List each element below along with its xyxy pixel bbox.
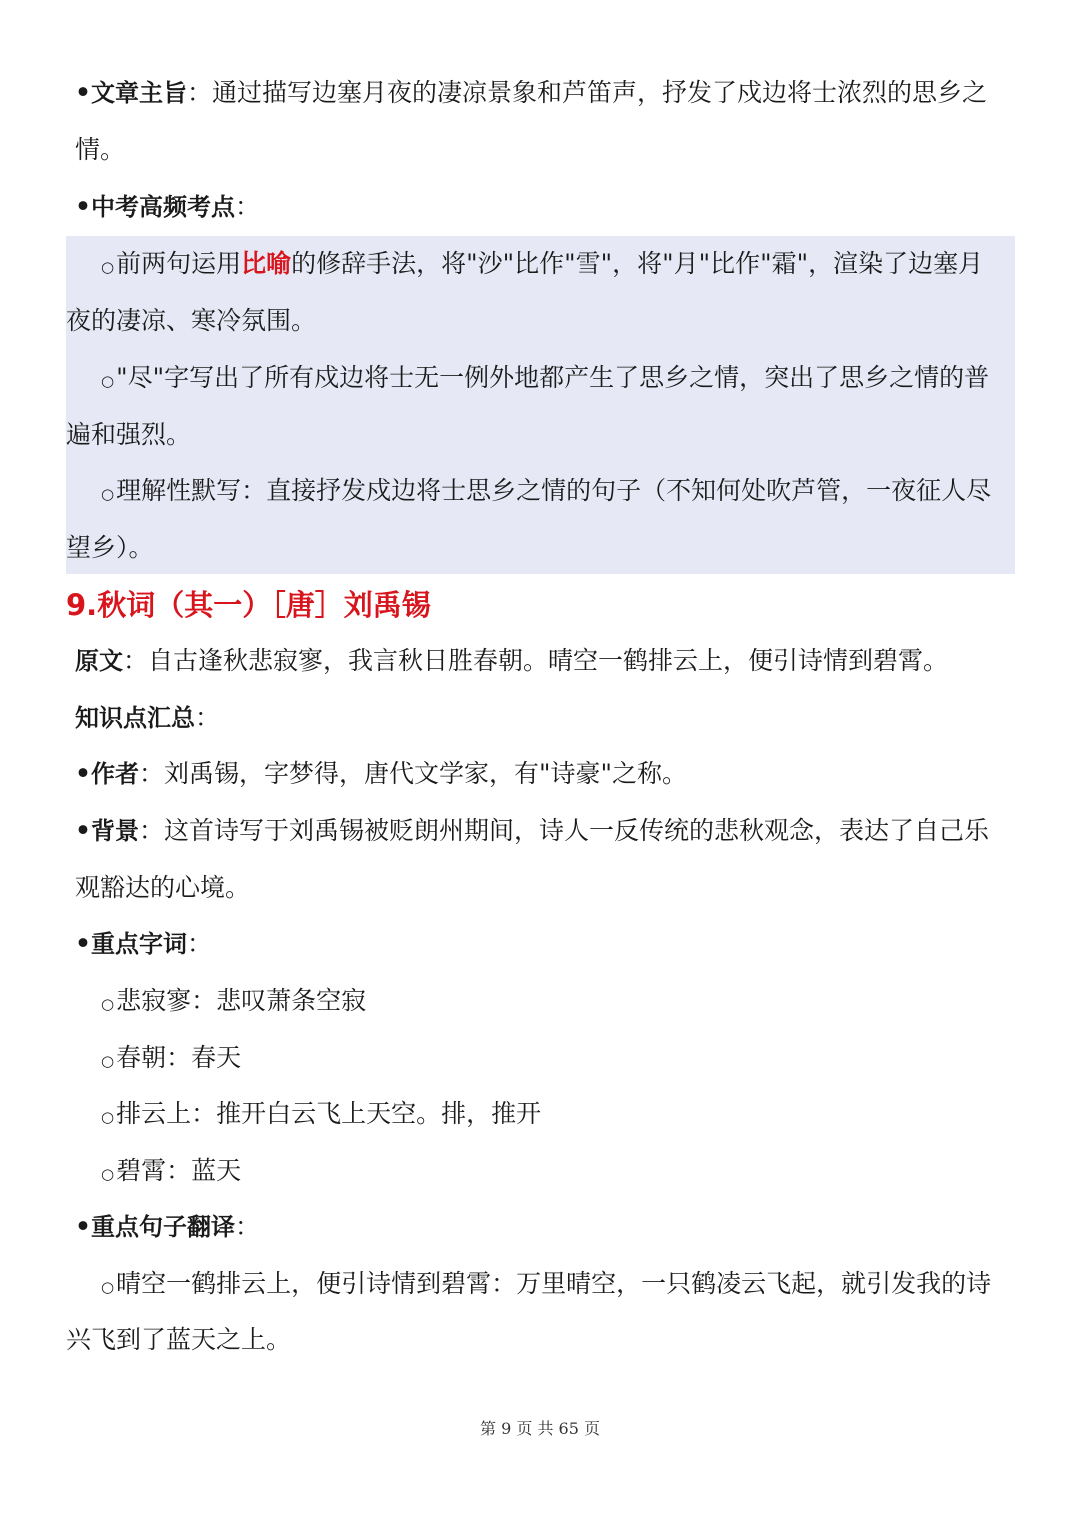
word-item — [101, 1154, 1041, 1191]
theme-text: ：通过描写边塞月夜的凄凉景象和芦笛声，抒发了戍边将士浓烈的思乡之 — [186, 78, 987, 107]
word-item — [101, 984, 1041, 1021]
translation-item — [101, 1267, 1041, 1304]
author-label: 作者 — [90, 760, 139, 788]
author-text: ：刘禹锡，字梦得，唐代文学家，有"诗豪"之称。 — [138, 759, 687, 788]
word-item-text: 悲寂寥：悲叹萧条空寂 — [116, 986, 367, 1015]
exam-point-3 — [101, 474, 1041, 511]
bullet-dot: • — [75, 816, 91, 845]
circle-bullet-icon: ○ — [101, 1165, 115, 1183]
theme-line-cont: 情。 — [75, 135, 126, 164]
exam-heading — [75, 190, 1015, 224]
bullet-dot: • — [75, 1212, 91, 1241]
exam-point-2-text: "尽"字写出了所有戍边将士无一例外地都产生了思乡之情，突出了思乡之情的普 — [116, 363, 990, 392]
word-item — [101, 1041, 1041, 1078]
theme-label: 文章主旨 — [90, 79, 187, 107]
exam-point-1-rest: 的修辞手法，将"沙"比作"雪"，将"月"比作"霜"，渲染了边塞月 — [291, 249, 984, 278]
background-label: 背景 — [90, 817, 139, 845]
exam-label: 中考高频考点 — [90, 193, 235, 221]
exam-point-3-text: 理解性默写：直接抒发戍边将士思乡之情的句子（不知何处吹芦管，一夜征人尽 — [116, 476, 992, 505]
circle-bullet-icon: ○ — [101, 1052, 115, 1070]
original-label: 原文 — [75, 647, 123, 675]
bullet-dot: • — [75, 192, 91, 221]
translation-text: 晴空一鹤排云上，便引诗情到碧霄：万里晴空，一只鹤凌云飞起，就引发我的诗 — [116, 1269, 992, 1298]
circle-bullet-icon: ○ — [101, 1108, 115, 1126]
author-line — [75, 757, 1015, 791]
original-line — [75, 644, 1015, 678]
bullet-dot: • — [75, 78, 91, 107]
exam-point-1-highlight: 比喻 — [241, 249, 292, 278]
background-line — [75, 814, 1015, 848]
original-text: ：自古逢秋悲寂寥，我言秋日胜春朝。晴空一鹤排云上，便引诗情到碧霄。 — [123, 646, 949, 675]
circle-bullet-icon: ○ — [101, 995, 115, 1013]
background-text: ：这首诗写于刘禹锡被贬朗州期间，诗人一反传统的悲秋观念，表达了自己乐 — [138, 816, 989, 845]
highlight-box — [66, 236, 1015, 574]
translation-item-cont: 兴飞到了蓝天之上。 — [66, 1325, 292, 1354]
summary-heading — [75, 701, 1015, 735]
word-item — [101, 1097, 1041, 1134]
words-heading — [75, 927, 1015, 961]
exam-point-1 — [101, 247, 1041, 284]
page-footer: 第 9 页 共 65 页 — [480, 1419, 600, 1438]
poem-title: 9.秋词（其一）［唐］刘禹锡 — [66, 588, 431, 622]
summary-label: 知识点汇总 — [75, 704, 195, 732]
exam-point-2-cont: 遍和强烈。 — [66, 420, 192, 449]
translation-heading — [75, 1210, 1015, 1244]
words-colon: ： — [186, 929, 212, 958]
circle-bullet-icon: ○ — [101, 372, 115, 390]
exam-colon: ： — [234, 192, 260, 221]
word-item-text: 春朝：春天 — [116, 1043, 242, 1072]
theme-line — [75, 76, 1015, 110]
circle-bullet-icon: ○ — [101, 258, 115, 276]
circle-bullet-icon: ○ — [101, 1278, 115, 1296]
translation-label: 重点句子翻译 — [90, 1213, 235, 1241]
exam-point-1-pre: 前两句运用 — [116, 249, 242, 278]
bullet-dot: • — [75, 759, 91, 788]
circle-bullet-icon: ○ — [101, 485, 115, 503]
word-item-text: 碧霄：蓝天 — [116, 1156, 242, 1185]
translation-colon: ： — [234, 1212, 260, 1241]
exam-point-1-cont: 夜的凄凉、寒冷氛围。 — [66, 306, 317, 335]
bullet-dot: • — [75, 929, 91, 958]
exam-point-2 — [101, 361, 1041, 398]
words-label: 重点字词 — [90, 930, 187, 958]
summary-colon: ： — [195, 703, 221, 732]
exam-point-3-cont: 望乡）。 — [66, 533, 154, 562]
word-item-text: 排云上：推开白云飞上天空。排，推开 — [116, 1099, 542, 1128]
background-line-cont: 观豁达的心境。 — [75, 873, 251, 902]
